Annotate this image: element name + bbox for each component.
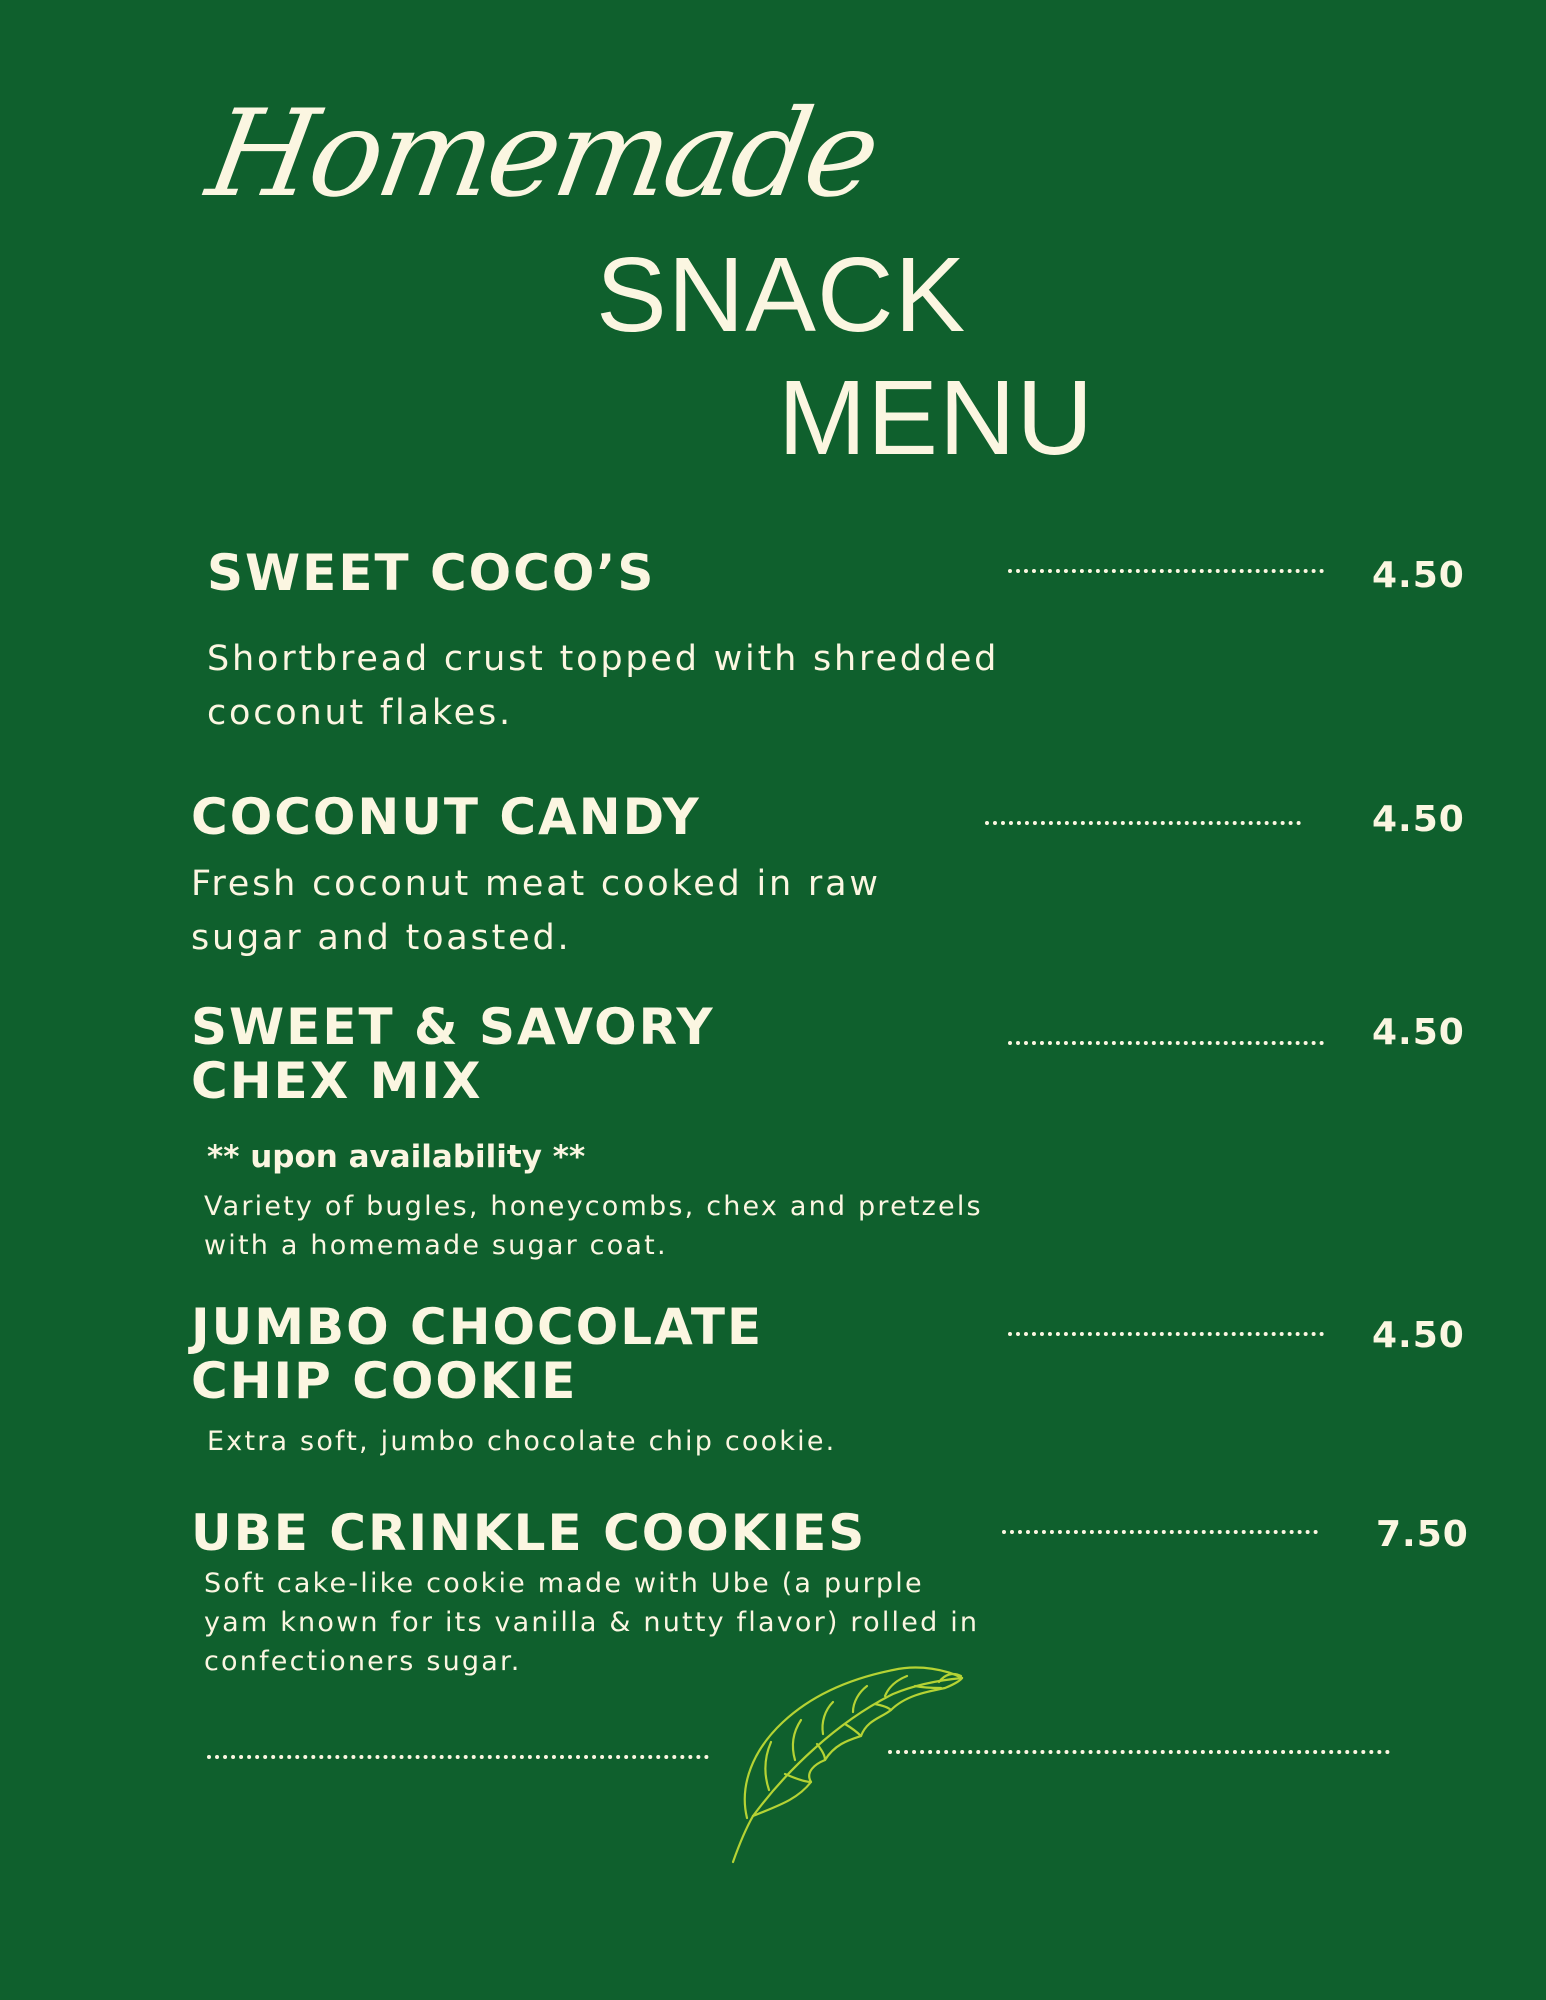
item-name-line: SWEET & SAVORY — [191, 998, 715, 1056]
dotted-leader — [985, 821, 1301, 825]
menu-title-menu: MENU — [778, 359, 1095, 477]
item-price: 7.50 — [1376, 1514, 1469, 1555]
item-name-line: CHIP COOKIE — [191, 1352, 578, 1410]
item-description-line: with a homemade sugar coat. — [204, 1230, 668, 1261]
item-name: UBE CRINKLE COOKIES — [191, 1504, 867, 1562]
dotted-leader — [1008, 1332, 1324, 1336]
dotted-leader — [1008, 569, 1324, 573]
item-name-line: JUMBO CHOCOLATE — [191, 1298, 764, 1356]
item-description-line: Shortbread crust topped with shredded — [207, 639, 1000, 679]
item-price: 4.50 — [1372, 1315, 1465, 1356]
item-price: 4.50 — [1372, 1012, 1465, 1053]
leaf-icon — [725, 1640, 975, 1880]
dotted-leader — [1002, 1530, 1318, 1534]
dotted-leader — [1008, 1041, 1324, 1045]
item-description-line: Fresh coconut meat cooked in raw — [191, 864, 881, 904]
item-description-line: Soft cake-like cookie made with Ube (a purple — [204, 1568, 924, 1599]
item-description-line: sugar and toasted. — [191, 918, 572, 958]
menu-script-title: Homemade — [198, 85, 886, 224]
item-description-line: Variety of bugles, honeycombs, chex and pretzels — [204, 1191, 983, 1222]
item-price: 4.50 — [1372, 555, 1465, 596]
item-name-line: CHEX MIX — [191, 1052, 483, 1110]
item-price: 4.50 — [1372, 799, 1465, 840]
footer-divider-left — [207, 1755, 709, 1759]
item-description-line: coconut flakes. — [207, 693, 513, 733]
item-description-line: confectioners sugar. — [204, 1646, 522, 1677]
menu-title-snack: SNACK — [596, 236, 967, 354]
availability-note: ** upon availability ** — [207, 1139, 586, 1175]
item-name: COCONUT CANDY — [191, 788, 701, 846]
item-description-line: yam known for its vanilla & nutty flavor) rolled in — [204, 1607, 980, 1638]
item-description-line: Extra soft, jumbo chocolate chip cookie. — [207, 1426, 837, 1457]
item-name: SWEET COCO’S — [207, 544, 656, 602]
